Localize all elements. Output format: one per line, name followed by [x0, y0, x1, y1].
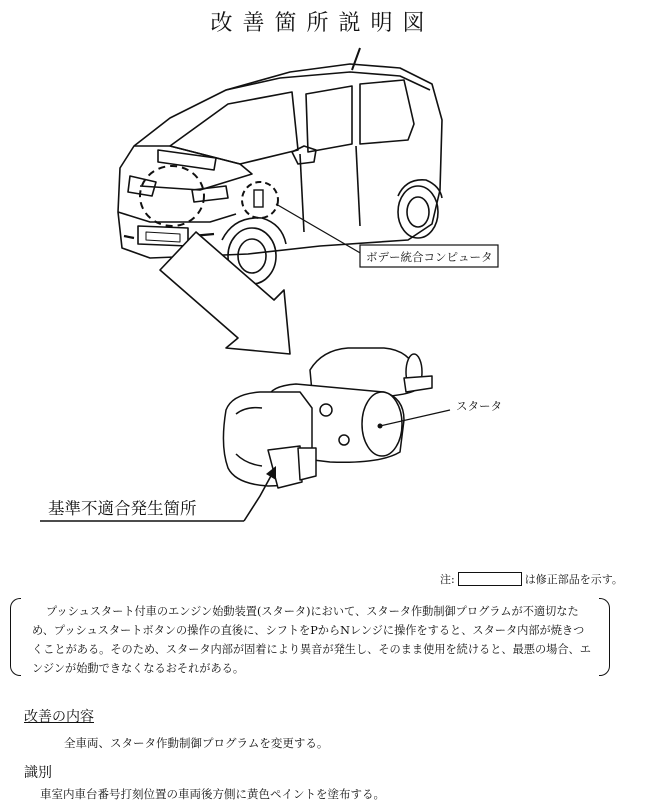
legend-note-suffix: は修正部品を示す。 — [524, 573, 623, 586]
callout-arrow — [160, 232, 290, 354]
rear-wheel — [398, 186, 438, 238]
legend-box — [458, 572, 522, 586]
side-window-front — [306, 86, 352, 152]
identification-text: 車室内車台番号打刻位置の車両後方側に黄色ペイントを塗布する。 — [40, 787, 385, 801]
left-bracket — [10, 598, 21, 676]
computer-label: ボデー統合コンピュータ — [366, 250, 493, 264]
side-mirror — [292, 146, 316, 164]
starter-label: スタータ — [456, 399, 502, 413]
page-title: 改善箇所説明図 — [210, 11, 435, 36]
computer-area-circle — [242, 182, 278, 218]
improvement-heading: 改善の内容 — [24, 709, 94, 725]
side-window-rear — [360, 80, 414, 144]
defect-location-label: 基準不適合発生箇所 — [48, 499, 197, 518]
improvement-text: 全車両、スタータ作動制御プログラムを変更する。 — [64, 736, 329, 750]
legend-note-prefix: 注: — [440, 573, 455, 586]
identification-heading: 識別 — [24, 765, 52, 781]
description-text: プッシュスタート付車のエンジン始動装置(スタータ)において、スタータ作動制御プログラムが不適切なため、プッシュスタートボタンの操作の直後に、シフトをPからNレンジに操作をすると、スタータ内部が焼きつくことがある。そのため、スタータ内部が固着により異音が発生し、そのまま使用を続けると、最悪の場合、エンジンが始動できなくなるおそれがある。 — [32, 605, 591, 675]
legend-note — [440, 571, 623, 587]
right-bracket — [599, 598, 610, 676]
description-block — [10, 598, 610, 676]
front-grille — [158, 150, 216, 170]
windshield — [170, 92, 298, 164]
